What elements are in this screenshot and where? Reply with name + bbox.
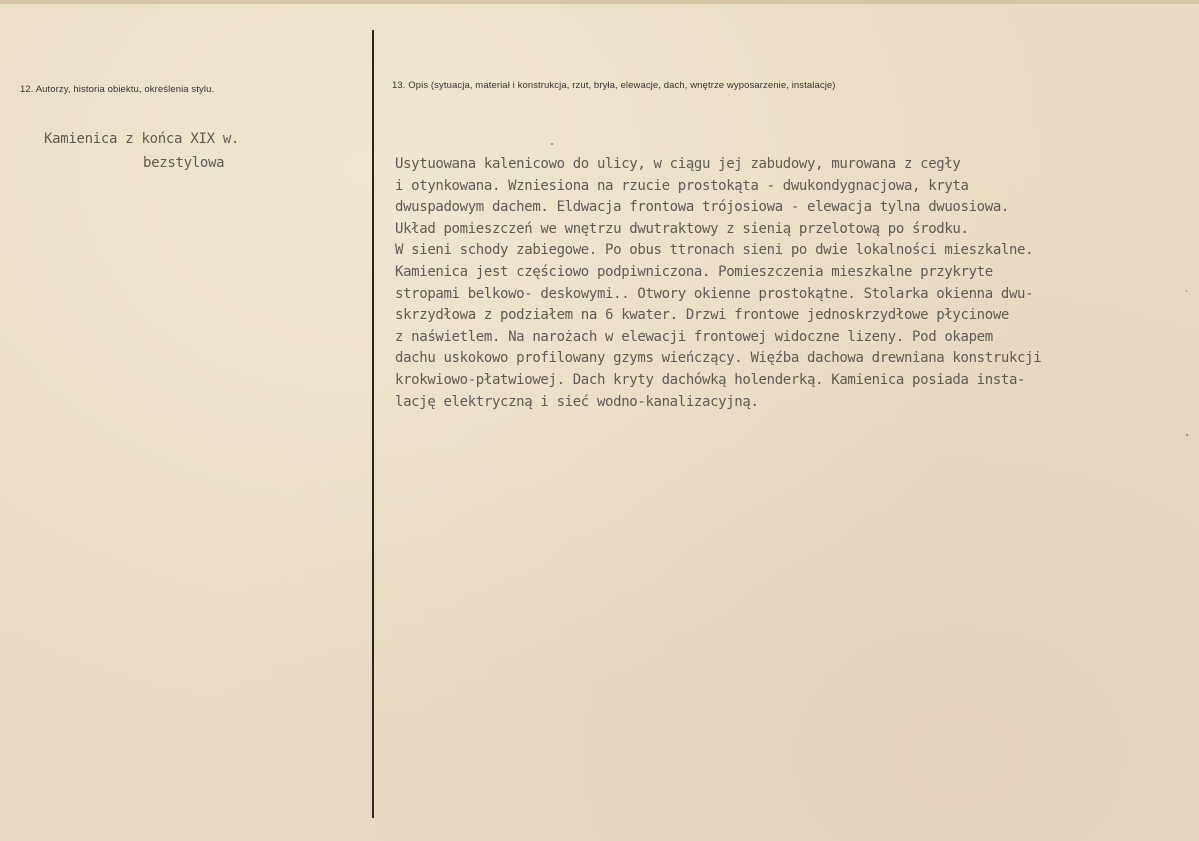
description-line: lację elektryczną i sieć wodno-kanalizacyjną. — [395, 393, 759, 410]
description-line: Kamienica jest częściowo podpiwniczona. Pomieszczenia mieszkalne przykryte — [395, 263, 993, 280]
description-line: Usytuowana kalenicowo do ulicy, w ciągu jej zabudowy, murowana z cegły — [395, 156, 961, 172]
description-line: dachu uskokowo profilowany gzyms wieńczący. Więźba dachowa drewniana konstrukcji — [395, 350, 1042, 367]
description-line: i otynkowana. Wzniesiona na rzucie prostokąta - dwukondygnacjowa, kryta — [395, 177, 969, 194]
description-line: stropami belkowo- deskowymi.. Otwory okienne prostokątne. Stolarka okienna dwu- — [395, 285, 1034, 302]
field-12-label: 12. Autorzy, historia obiektu, określenia stylu. — [20, 84, 215, 95]
description-line: W sieni schody zabiegowe. Po obus ttronach sieni po dwie lokalności mieszkalne. — [395, 242, 1034, 259]
page-top-edge — [0, 0, 1199, 4]
column-divider — [372, 30, 374, 818]
paper-speck — [551, 143, 553, 145]
description-line: skrzydłowa z podziałem na 6 kwater. Drzwi frontowe jednoskrzydłowe płycinowe — [395, 307, 1009, 324]
style-entry-line-2: bezstylowa — [143, 155, 225, 171]
field-13-label: 13. Opis (sytuacja, materiał i konstrukcja, rzut, bryła, elewacje, dach, wnętrze wyposarzenie, instalacje) — [392, 80, 836, 91]
description-text — [395, 154, 1195, 413]
style-entry-line-1: Kamienica z końca XIX w. — [44, 131, 240, 147]
description-line: dwuspadowym dachem. Eldwacja frontowa trójosiowa - elewacja tylna dwuosiowa. — [395, 199, 1009, 216]
description-line: z naświetlem. Na narożach w elewacji frontowej widoczne lizeny. Pod okapem — [395, 328, 993, 345]
description-line: krokwiowo-płatwiowej. Dach kryty dachówką holenderką. Kamienica posiada insta- — [395, 371, 1026, 388]
description-line: Układ pomieszczeń we wnętrzu dwutraktowy z sienią przelotową po środku. — [395, 220, 969, 237]
paper-speck — [1186, 290, 1187, 292]
paper-speck — [1186, 434, 1188, 436]
